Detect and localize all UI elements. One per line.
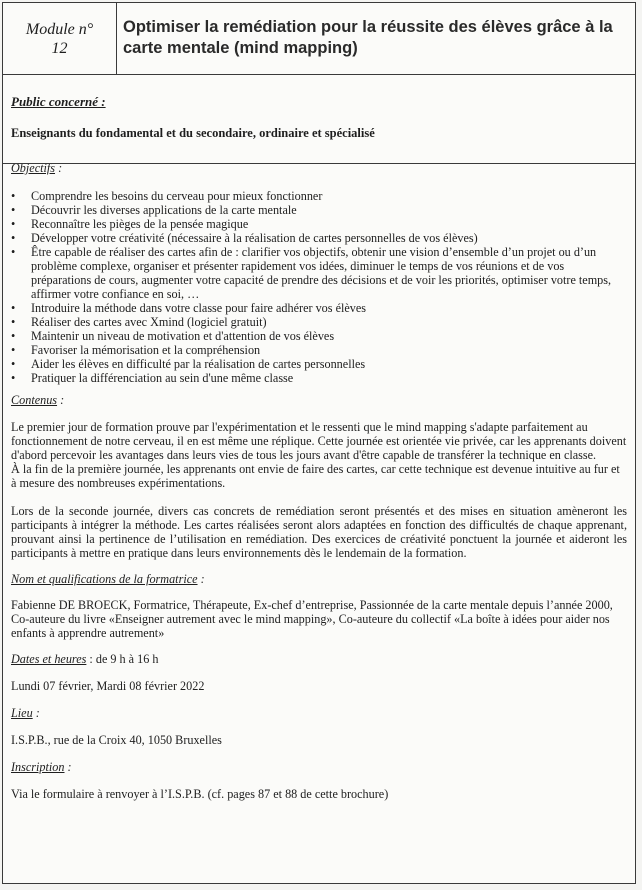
- module-label: Module n°: [25, 20, 94, 38]
- list-item: • Réaliser des cartes avec Xmind (logiciel gratuit): [11, 315, 627, 329]
- list-item: • Pratiquer la différenciation au sein d'une même classe: [11, 371, 627, 385]
- contenus-heading: Contenus :: [11, 393, 65, 407]
- module-title: [117, 3, 635, 74]
- list-item: • Développer votre créativité (nécessaire à la réalisation de cartes personnelles de vos élèves): [11, 231, 627, 245]
- list-item: • Maintenir un niveau de motivation et d'attention de vos élèves: [11, 329, 627, 343]
- contenus-paragraph-3: Lors de la seconde journée, divers cas concrets de remédiation seront présentés et des mises en situation amèneront les participants à intégrer la méthode. Les cartes réalisées seront alors adaptées en fonction des difficultés de chaque apprenant, prouvant ainsi la pertinence de l’utilisation en remédiation. Des exercices de créativité ponctuent la journée et aideront les participants à mettre en pratique dans leurs environnements dès le lendemain de la formation.: [11, 504, 627, 560]
- document-page: [2, 2, 636, 884]
- module-number: [3, 3, 117, 74]
- inscription-heading: Inscription :: [11, 760, 72, 774]
- module-value: 12: [51, 39, 68, 57]
- formatrice-text: Fabienne DE BROECK, Formatrice, Thérapeute, Ex-chef d’entreprise, Passionnée de la carte mentale depuis l’année 2000, Co-auteure du livre «Enseigner autrement avec le mind mapping», Co-auteure du collectif «La boîte à idées pour aider nos enfants à apprendre autrement»: [11, 598, 613, 640]
- list-item: • Découvrir les diverses applications de la carte mentale: [11, 203, 627, 217]
- dates-heading: Dates et heures : de 9 h à 16 h: [11, 652, 159, 666]
- list-item: • Favoriser la mémorisation et la compréhension: [11, 343, 627, 357]
- list-item: • Reconnaître les pièges de la pensée magique: [11, 217, 627, 231]
- dates-text: Lundi 07 février, Mardi 08 février 2022: [11, 679, 205, 693]
- public-heading: Public concerné :: [11, 94, 106, 109]
- objectifs-list: [11, 189, 627, 385]
- module-body: [3, 95, 635, 801]
- section-divider: [3, 163, 635, 164]
- title-line-1: Optimiser la remédiation pour la réussite des élèves grâce à la: [123, 18, 613, 36]
- lieu-heading: Lieu :: [11, 706, 40, 720]
- module-header: [3, 3, 635, 75]
- dates-hours: : de 9 h à 16 h: [86, 652, 159, 666]
- list-item: • Introduire la méthode dans votre classe pour faire adhérer vos élèves: [11, 301, 627, 315]
- list-item: • Être capable de réaliser des cartes afin de : clarifier vos objectifs, obtenir une vision d’ensemble d’un projet ou d’un problème complexe, organiser et présenter rapidement vos idées, diminuer le temps de vos réunions et de vos préparations de cours, augmenter votre capacité de prendre des décisions et de voir les priorités, optimiser votre temps, affirmer votre confiance en soi, …: [11, 245, 627, 301]
- formatrice-heading: Nom et qualifications de la formatrice :: [11, 572, 205, 586]
- lieu-text: I.S.P.B., rue de la Croix 40, 1050 Bruxelles: [11, 733, 222, 747]
- list-item: • Comprendre les besoins du cerveau pour mieux fonctionner: [11, 189, 627, 203]
- inscription-text: Via le formulaire à renvoyer à l’I.S.P.B. (cf. pages 87 et 88 de cette brochure): [11, 787, 389, 801]
- objectifs-heading: Objectifs :: [11, 161, 63, 175]
- public-text: Enseignants du fondamental et du secondaire, ordinaire et spécialisé: [11, 126, 375, 140]
- list-item: • Aider les élèves en difficulté par la réalisation de cartes personnelles: [11, 357, 627, 371]
- title-line-2: carte mentale (mind mapping): [123, 39, 358, 57]
- contenus-paragraph-2: À la fin de la première journée, les apprenants ont envie de faire des cartes, car cette technique est devenue intuitive au fur et à mesure des nombreuses expérimentations.: [11, 462, 620, 490]
- contenus-paragraph-1: Le premier jour de formation prouve par l'expérimentation et le ressenti que le mind mapping s'adapte parfaitement au fonctionnement de notre cerveau, il en est même une réplique. Cette journée est orientée vie privée, car les apprenants doivent d'abord percevoir les avantages dans leurs vies de tous les jours avant d'être capable de transférer la technique en classe.: [11, 420, 627, 462]
